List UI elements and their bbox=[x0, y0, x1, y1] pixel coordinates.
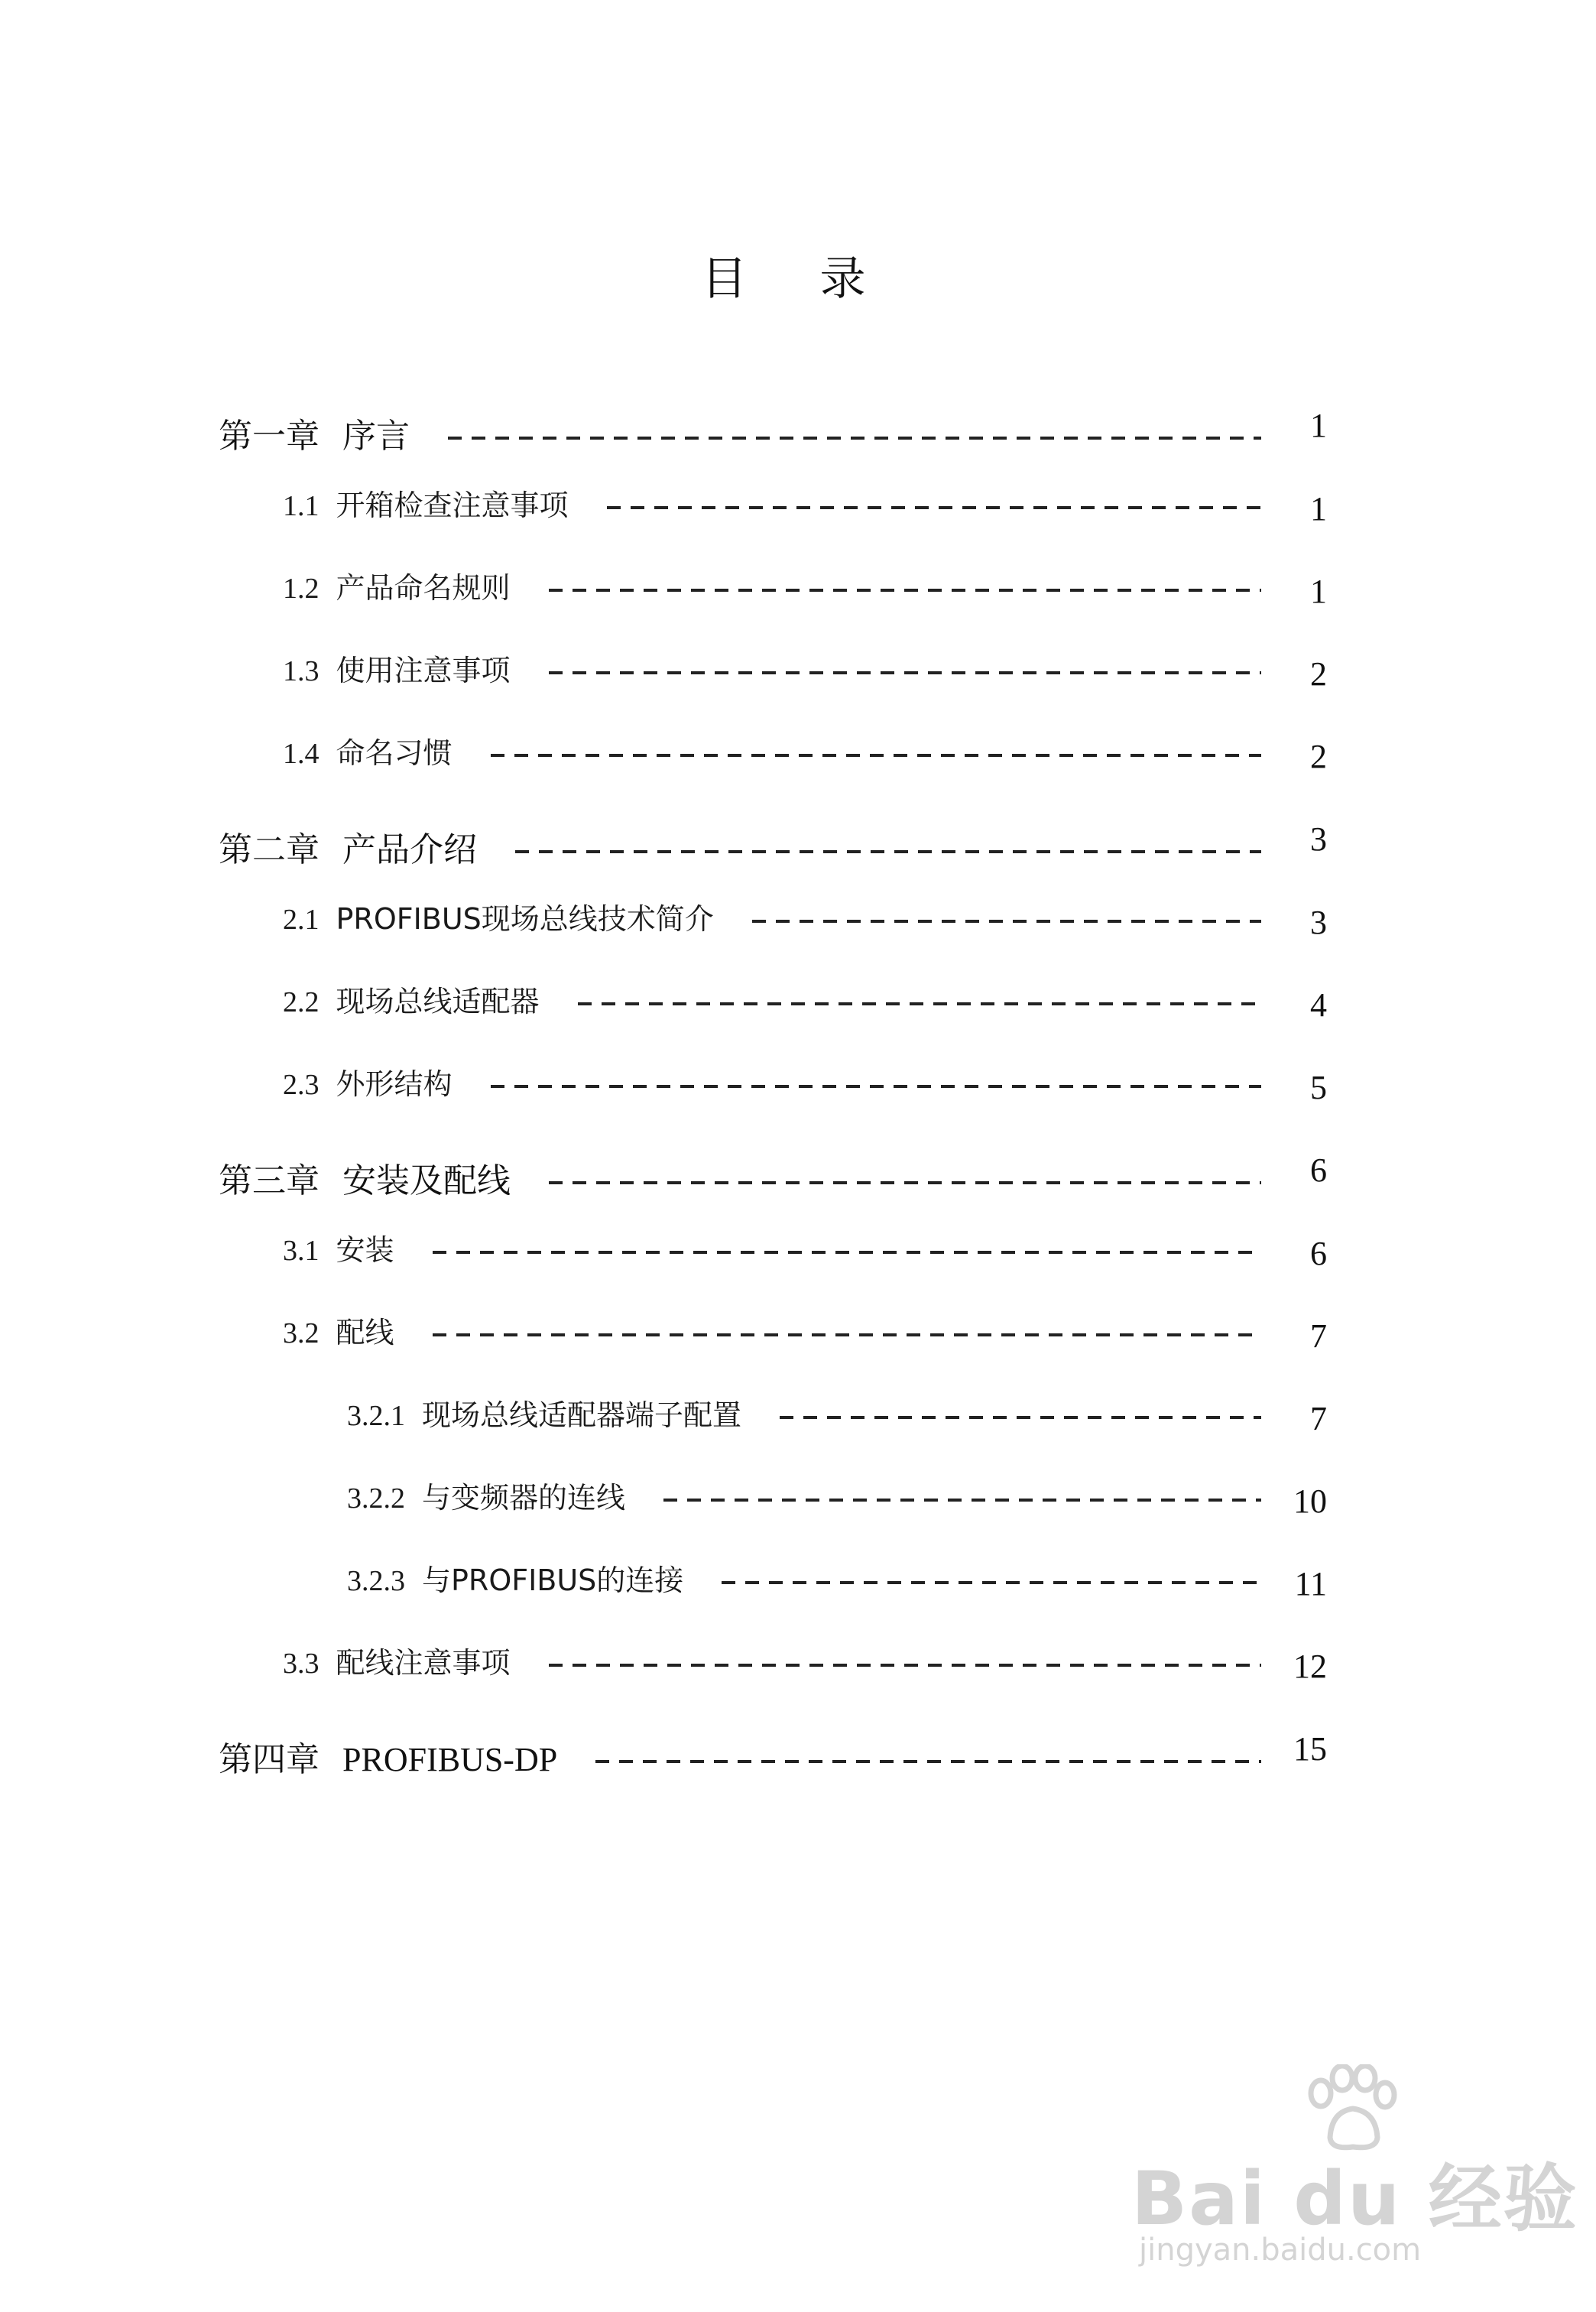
entry-number: 2.1 bbox=[283, 903, 320, 936]
dot-leader bbox=[491, 1085, 1261, 1088]
toc-entry-3-1[interactable] bbox=[219, 1213, 1327, 1281]
toc-entry-chapter-4[interactable] bbox=[219, 1722, 1327, 1791]
page-number: 7 bbox=[1310, 1317, 1327, 1355]
toc-entry-1-3[interactable] bbox=[219, 633, 1327, 702]
entry-title: 安装及配线 bbox=[342, 1161, 511, 1200]
dot-leader bbox=[595, 1760, 1261, 1763]
toc-entry-3-2-2[interactable] bbox=[219, 1460, 1327, 1529]
entry-number: 3.1 bbox=[283, 1234, 320, 1267]
page-title: 目 录 bbox=[701, 252, 895, 306]
page-number: 1 bbox=[1310, 406, 1327, 444]
entry-title: 产品介绍 bbox=[342, 830, 477, 869]
dot-leader bbox=[549, 1664, 1261, 1667]
entry-title: 与PROFIBUS的连接 bbox=[422, 1563, 684, 1597]
entry-number: 2.3 bbox=[283, 1068, 320, 1101]
entry-title: 现场总线适配器端子配置 bbox=[422, 1398, 742, 1432]
entry-number: 1.4 bbox=[283, 737, 320, 770]
page-number: 15 bbox=[1293, 1729, 1327, 1768]
toc-entry-2-1[interactable] bbox=[219, 882, 1327, 950]
entry-number: 3.2.1 bbox=[347, 1399, 405, 1432]
entry-title: 使用注意事项 bbox=[336, 653, 511, 687]
entry-number: 第四章 bbox=[219, 1740, 320, 1779]
page-number: 1 bbox=[1310, 489, 1327, 528]
dot-leader bbox=[607, 506, 1261, 509]
page-number: 4 bbox=[1310, 986, 1327, 1024]
entry-number: 第三章 bbox=[219, 1161, 320, 1200]
entry-number: 3.2.3 bbox=[347, 1564, 405, 1597]
entry-number: 第二章 bbox=[219, 830, 320, 869]
toc-entry-2-3[interactable] bbox=[219, 1047, 1327, 1115]
dot-leader bbox=[549, 671, 1261, 674]
entry-number: 第一章 bbox=[219, 417, 320, 456]
toc-entry-chapter-1[interactable] bbox=[219, 398, 1327, 467]
dot-leader bbox=[549, 589, 1261, 592]
page-number: 2 bbox=[1310, 737, 1327, 775]
entry-title: 序言 bbox=[342, 417, 410, 456]
dot-leader bbox=[433, 1251, 1261, 1254]
page-number: 2 bbox=[1310, 654, 1327, 693]
page-number: 3 bbox=[1310, 903, 1327, 941]
entry-title: 产品命名规则 bbox=[336, 570, 511, 605]
entry-title: 与变频器的连线 bbox=[422, 1480, 626, 1515]
entry-title: 命名习惯 bbox=[336, 735, 453, 770]
toc-entry-1-1[interactable] bbox=[219, 468, 1327, 537]
page-number: 6 bbox=[1310, 1151, 1327, 1189]
toc-entry-1-2[interactable] bbox=[219, 550, 1327, 619]
toc-entry-2-2[interactable] bbox=[219, 964, 1327, 1033]
watermark-brand: Bai du 经验 bbox=[1131, 2156, 1578, 2242]
dot-leader bbox=[433, 1333, 1261, 1336]
dot-leader bbox=[491, 754, 1261, 757]
entry-title: 安装 bbox=[336, 1232, 394, 1267]
page-number: 11 bbox=[1294, 1564, 1327, 1602]
entry-number: 3.3 bbox=[283, 1647, 320, 1680]
entry-number: 3.2 bbox=[283, 1317, 320, 1349]
entry-title: 开箱检查注意事项 bbox=[336, 488, 569, 522]
page-number: 3 bbox=[1310, 820, 1327, 858]
page-number: 12 bbox=[1293, 1647, 1327, 1685]
dot-leader bbox=[578, 1002, 1261, 1005]
dot-leader bbox=[752, 920, 1261, 923]
dot-leader bbox=[780, 1416, 1261, 1419]
toc-entry-1-4[interactable] bbox=[219, 716, 1327, 784]
dot-leader bbox=[549, 1181, 1261, 1184]
entry-number: 2.2 bbox=[283, 986, 320, 1018]
entry-number: 1.2 bbox=[283, 572, 320, 605]
watermark-url: jingyan.baidu.com bbox=[1139, 2232, 1422, 2268]
entry-number: 1.3 bbox=[283, 654, 320, 687]
entry-title: 配线注意事项 bbox=[336, 1645, 511, 1680]
entry-title: 现场总线适配器 bbox=[336, 984, 540, 1018]
entry-title: PROFIBUS现场总线技术简介 bbox=[336, 901, 714, 936]
toc-entry-3-2-1[interactable] bbox=[219, 1378, 1327, 1447]
page-number: 5 bbox=[1310, 1068, 1327, 1106]
toc-entry-3-2[interactable] bbox=[219, 1295, 1327, 1364]
entry-title: 配线 bbox=[336, 1315, 394, 1349]
entry-number: 1.1 bbox=[283, 489, 320, 522]
dot-leader bbox=[515, 850, 1261, 853]
entry-title: PROFIBUS-DP bbox=[342, 1741, 558, 1778]
page-number: 10 bbox=[1293, 1482, 1327, 1520]
page-number: 6 bbox=[1310, 1234, 1327, 1272]
dot-leader bbox=[663, 1499, 1261, 1502]
dot-leader bbox=[448, 437, 1261, 440]
dot-leader bbox=[722, 1581, 1261, 1584]
page-number: 7 bbox=[1310, 1399, 1327, 1437]
baidu-jingyan-watermark bbox=[1131, 2064, 1578, 2271]
toc-entry-chapter-3[interactable] bbox=[219, 1143, 1327, 1212]
entry-title: 外形结构 bbox=[336, 1067, 453, 1101]
toc-entry-3-3[interactable] bbox=[219, 1625, 1327, 1694]
entry-number: 3.2.2 bbox=[347, 1482, 405, 1515]
toc-entry-chapter-2[interactable] bbox=[219, 812, 1327, 881]
page-number: 1 bbox=[1310, 572, 1327, 610]
toc-entry-3-2-3[interactable] bbox=[219, 1543, 1327, 1612]
